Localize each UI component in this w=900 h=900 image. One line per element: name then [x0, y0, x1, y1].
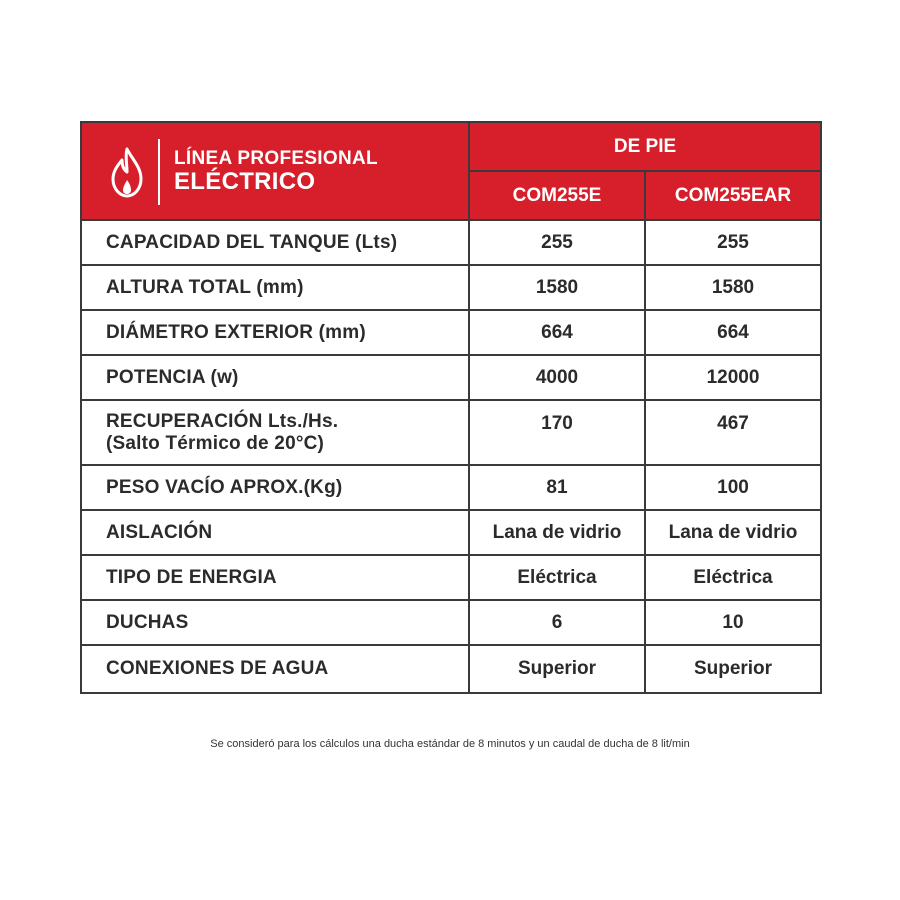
- row-label-line2: (Salto Térmico de 20°C): [106, 432, 325, 454]
- brand-separator: [158, 139, 160, 205]
- table-row: [81, 310, 821, 355]
- flame-icon: [110, 146, 144, 198]
- row-value: 1580: [645, 265, 821, 310]
- row-label: CONEXIONES DE AGUA: [81, 645, 469, 693]
- row-label: ALTURA TOTAL (mm): [81, 265, 469, 310]
- row-value: 255: [469, 220, 645, 265]
- row-label: DUCHAS: [81, 600, 469, 645]
- row-value: 4000: [469, 355, 645, 400]
- row-label: PESO VACÍO APROX.(Kg): [81, 465, 469, 510]
- row-label-line1: RECUPERACIÓN Lts./Hs.: [106, 410, 339, 432]
- row-label: DIÁMETRO EXTERIOR (mm): [81, 310, 469, 355]
- brand-title: LÍNEA PROFESIONAL: [174, 148, 378, 170]
- row-value: 664: [469, 310, 645, 355]
- spec-table: [80, 121, 822, 694]
- table-row: [81, 355, 821, 400]
- row-label: CAPACIDAD DEL TANQUE (Lts): [81, 220, 469, 265]
- row-value: Eléctrica: [469, 555, 645, 600]
- brand-subtitle: ELÉCTRICO: [174, 168, 316, 196]
- table-row: [81, 600, 821, 645]
- row-label: [81, 400, 469, 465]
- row-value: 1580: [469, 265, 645, 310]
- table-row: [81, 265, 821, 310]
- row-value: Superior: [469, 645, 645, 693]
- table-row: [81, 645, 821, 693]
- table-row: [81, 555, 821, 600]
- row-label: AISLACIÓN: [81, 510, 469, 555]
- row-value: Eléctrica: [645, 555, 821, 600]
- table-row: [81, 400, 821, 465]
- row-value: 6: [469, 600, 645, 645]
- footnote: Se consideró para los cálculos una ducha estándar de 8 minutos y un caudal de ducha de 8 lit/min: [210, 738, 690, 750]
- model-header: COM255EAR: [645, 171, 821, 220]
- row-value: Lana de vidrio: [645, 510, 821, 555]
- row-value: 10: [645, 600, 821, 645]
- row-value: 664: [645, 310, 821, 355]
- table-row: [81, 465, 821, 510]
- row-value: 467: [645, 400, 821, 465]
- brand-header: [81, 122, 469, 220]
- group-header: DE PIE: [469, 122, 821, 171]
- row-value: 81: [469, 465, 645, 510]
- table-row: [81, 220, 821, 265]
- table-row: [81, 510, 821, 555]
- model-header: COM255E: [469, 171, 645, 220]
- row-value: 100: [645, 465, 821, 510]
- row-value: 12000: [645, 355, 821, 400]
- row-label: POTENCIA (w): [81, 355, 469, 400]
- row-label: TIPO DE ENERGIA: [81, 555, 469, 600]
- row-value: Superior: [645, 645, 821, 693]
- brand: [110, 139, 378, 205]
- row-value: Lana de vidrio: [469, 510, 645, 555]
- row-value: 170: [469, 400, 645, 465]
- row-value: 255: [645, 220, 821, 265]
